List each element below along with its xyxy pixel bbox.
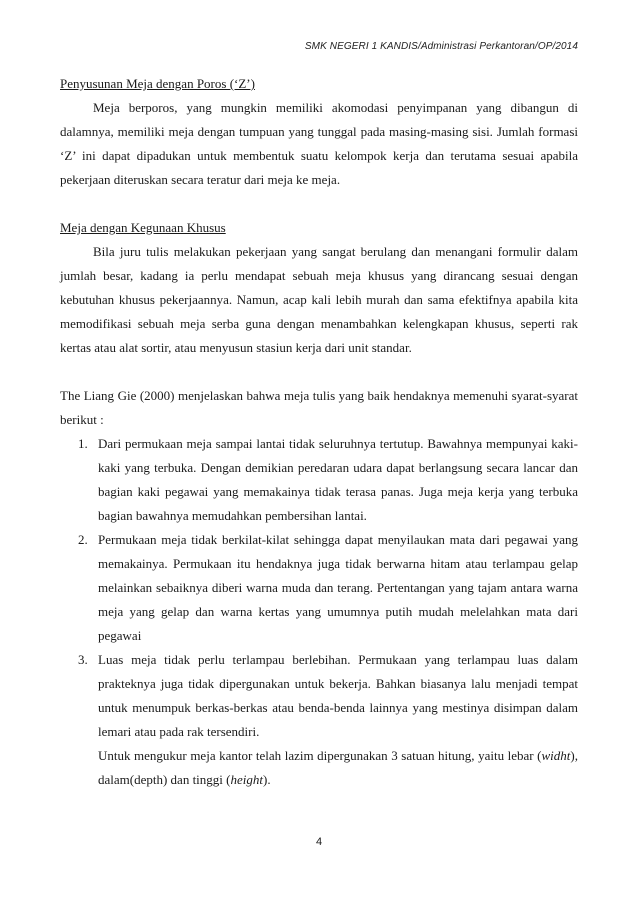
section-heading: Penyusunan Meja dengan Poros (‘Z’) [60, 76, 255, 91]
note-text: ). [263, 772, 271, 787]
intro-paragraph: The Liang Gie (2000) menjelaskan bahwa meja tulis yang baik hendaknya memenuhi syarat-syarat berikut : [60, 388, 578, 427]
note-italic-width: widht [541, 748, 571, 763]
note-italic-height: height [230, 772, 263, 787]
note-text: Untuk mengukur meja kantor telah lazim dipergunakan 3 satuan hitung, yaitu lebar ( [98, 748, 542, 763]
list-text: Permukaan meja tidak berkilat-kilat sehingga dapat menyilaukan mata dari pegawai yang memakainya. Permukaan itu hendaknya juga tidak berwarna hitam atau terlampau gelap melainkan sebaiknya diberi warna muda dan terang. Pertentangan yang tajam antara warna meja yang gelap dan warna kertas yang umumnya putih mudah melelahkan mata dari pegawai [98, 532, 578, 643]
list-number: 3. [78, 652, 88, 667]
list-number: 2. [78, 532, 88, 547]
requirements-list [60, 432, 578, 744]
list-text: Dari permukaan meja sampai lantai tidak seluruhnya tertutup. Bawahnya mempunyai kaki-kaki yang terbuka. Dengan demikian peredaran udara dapat berlangsung secara lancar dan bagian kaki pegawai yang memakainya tidak terasa panas. Juga meja kerja yang terbuka bagian bawahnya memudahkan pembersihan lantai. [98, 436, 578, 523]
spacer [60, 192, 578, 216]
list-item [60, 648, 578, 744]
note-text: ), dalam(depth) dan tinggi ( [98, 748, 578, 787]
section-heading: Meja dengan Kegunaan Khusus [60, 220, 226, 235]
running-header: SMK NEGERI 1 KANDIS/Administrasi Perkantoran/OP/2014 [304, 41, 578, 52]
list-item [60, 432, 578, 528]
list-item [60, 528, 578, 648]
page-content [60, 72, 578, 792]
list-number: 1. [78, 436, 88, 451]
measurement-note [60, 744, 578, 792]
section-special-desk [60, 216, 578, 360]
spacer [60, 360, 578, 384]
page-number: 4 [315, 836, 323, 848]
section-paragraph: Bila juru tulis melakukan pekerjaan yang sangat berulang dan menangani formulir dalam jumlah besar, kadang ia perlu mendapat sebuah meja khusus yang dirancang sesuai dengan kebutuhan khusus pekerjaannya. Namun, acap kali lebih murah dan sama efektifnya apabila kita memodifikasi sebuah meja serba guna dengan menambahkan kelengkapan khusus, seperti rak kertas atau alat sortir, atau menyusun stasiun kerja dari unit standar. [60, 244, 578, 355]
list-text: Luas meja tidak perlu terlampau berlebihan. Permukaan yang terlampau luas dalam prakteknya juga tidak dipergunakan untuk bekerja. Bahkan biasanya lalu menjadi tempat untuk menumpuk berkas-berkas atau benda-benda lainnya yang mestinya disimpan dalam lemari atau pada rak tersendiri. [98, 652, 578, 739]
section-z-desk [60, 72, 578, 192]
section-paragraph: Meja berporos, yang mungkin memiliki akomodasi penyimpanan yang dibangun di dalamnya, memiliki meja dengan tumpuan yang tunggal pada masing-masing sisi. Jumlah formasi ‘Z’ ini dapat dipadukan untuk membentuk suatu kelompok kerja dan terutama sesuai apabila pekerjaan diteruskan secara teratur dari meja ke meja. [60, 100, 578, 187]
